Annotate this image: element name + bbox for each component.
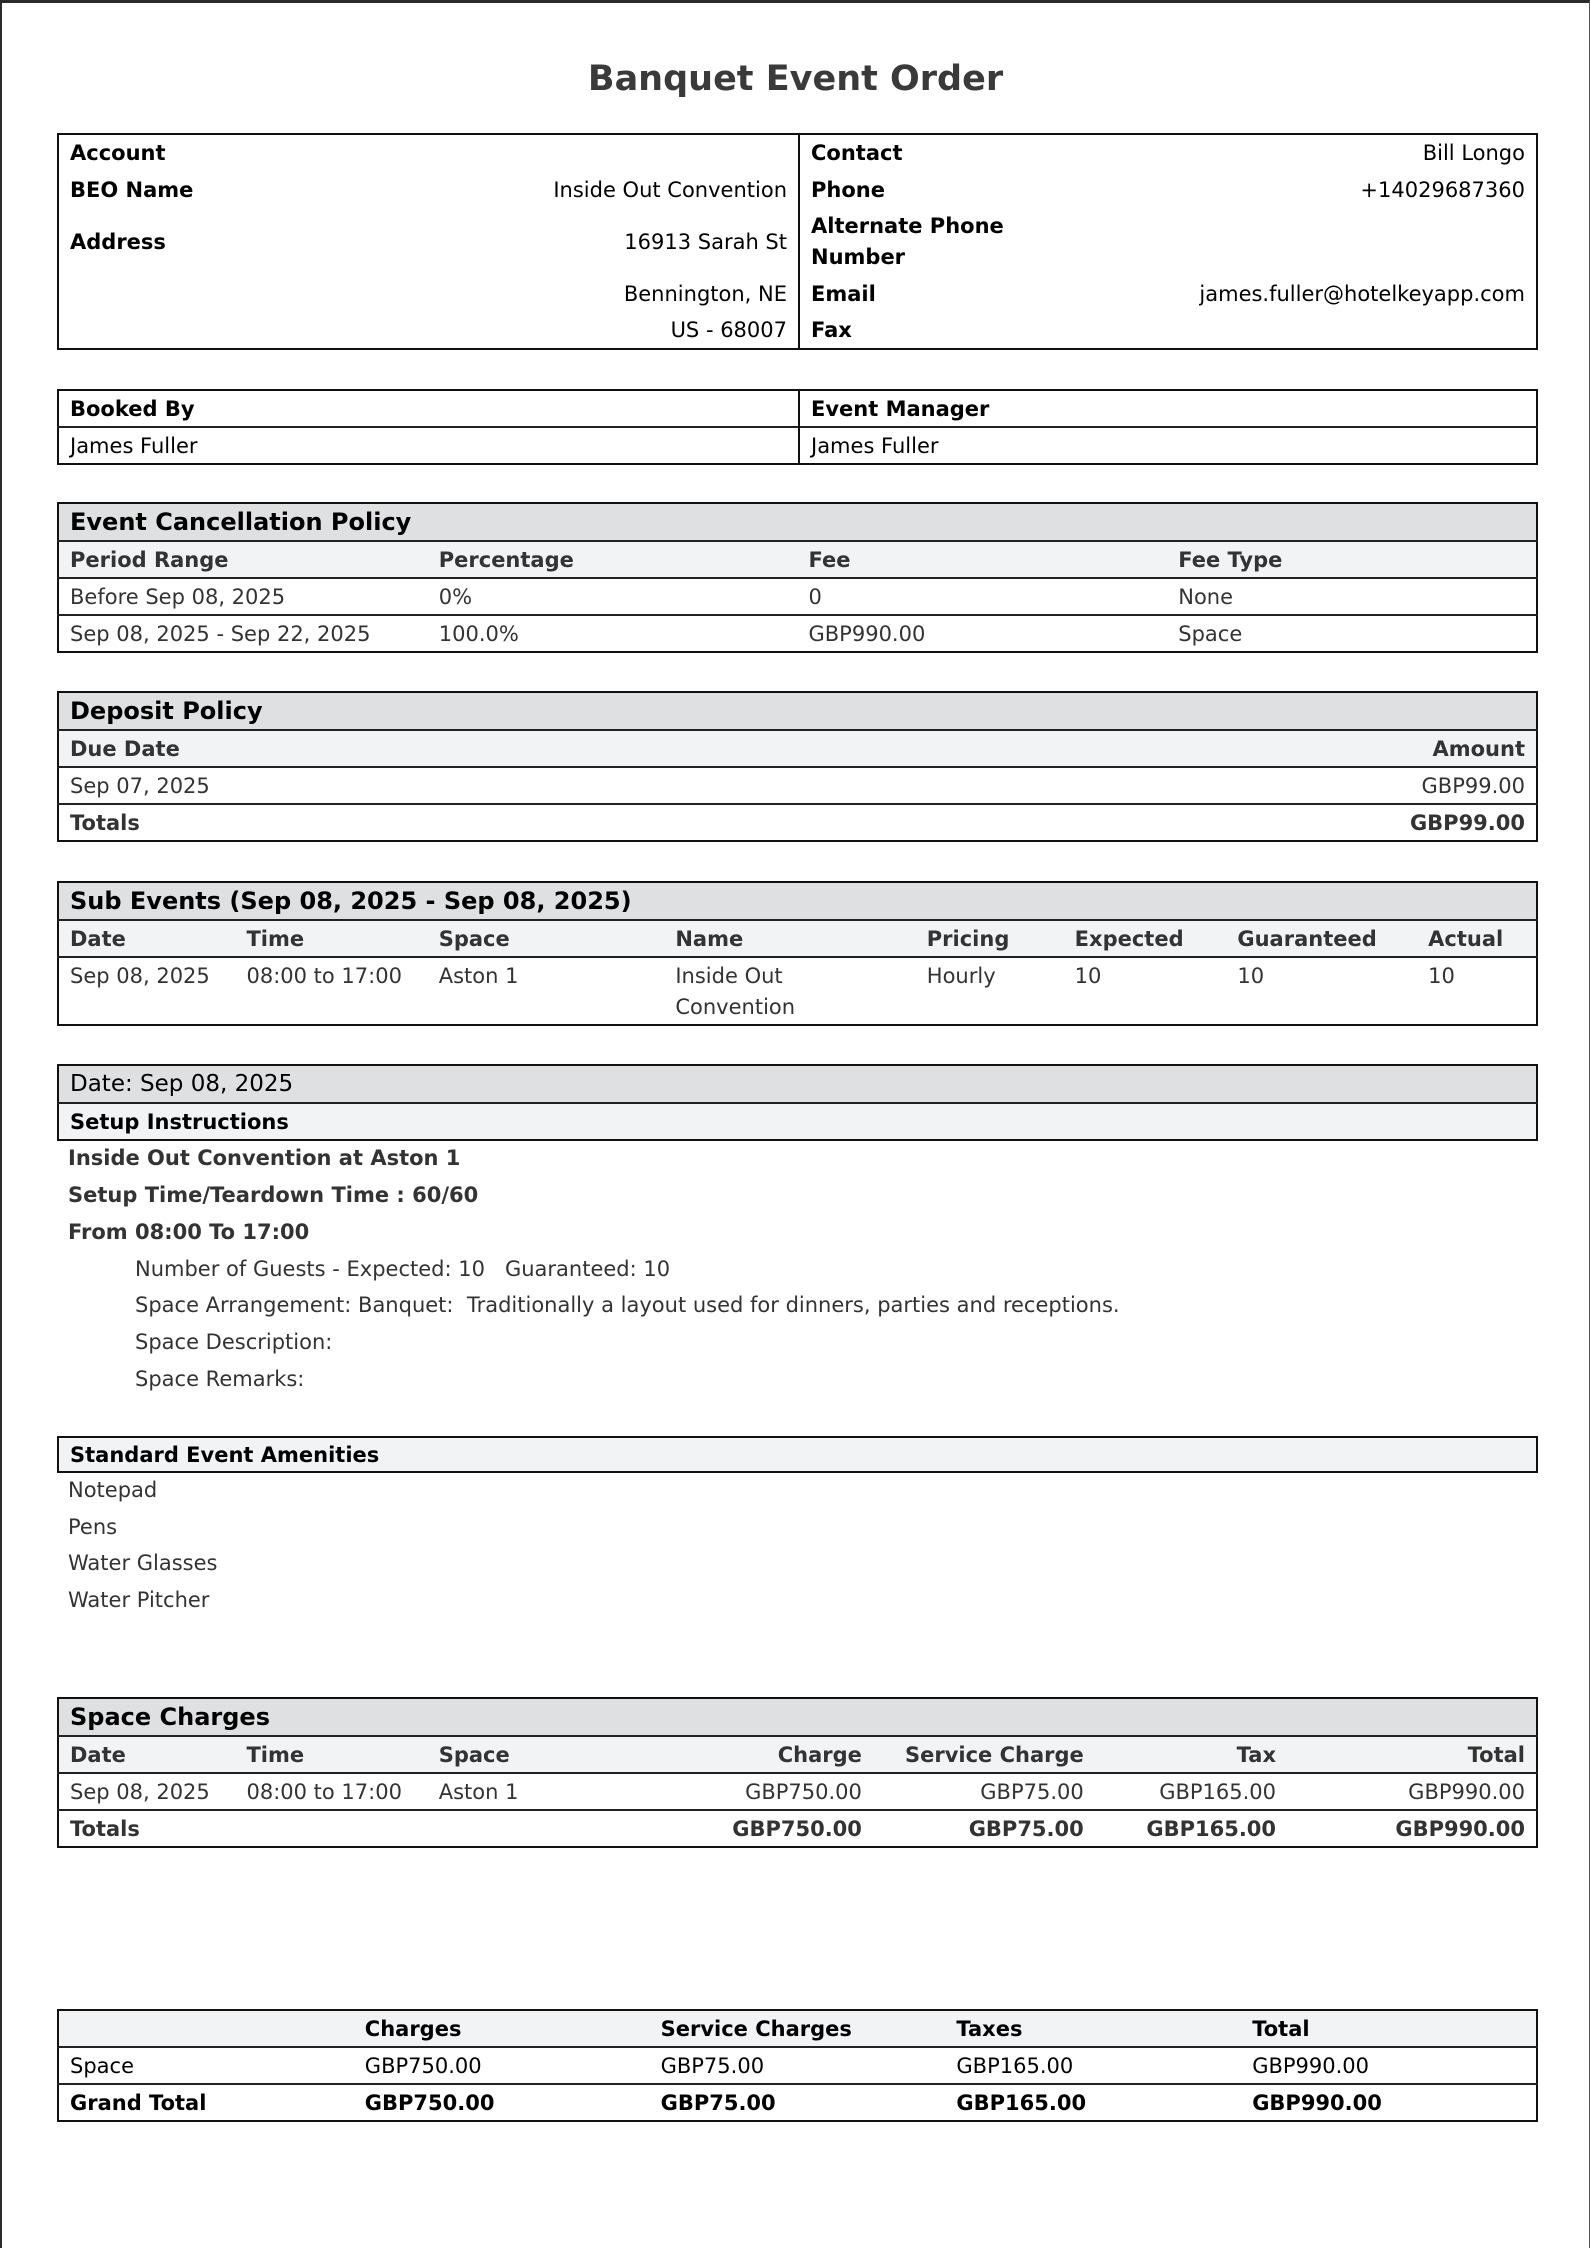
column-header: Expected xyxy=(1064,920,1227,957)
date: Sep 08, 2025 xyxy=(58,957,235,1025)
grand-total-value: GBP990.00 xyxy=(1241,2084,1537,2121)
section-title: Sub Events (Sep 08, 2025 - Sep 08, 2025) xyxy=(58,882,1537,920)
amenities-title: Standard Event Amenities xyxy=(58,1437,1537,1472)
grand-taxes: GBP165.00 xyxy=(945,2084,1241,2121)
period-range: Sep 08, 2025 - Sep 22, 2025 xyxy=(58,615,428,652)
table-row xyxy=(58,615,1537,652)
due-date: Sep 07, 2025 xyxy=(58,767,798,804)
info-row xyxy=(58,171,1537,208)
charge: GBP750.00 xyxy=(697,1773,873,1810)
table-row xyxy=(58,957,1537,1025)
total: GBP990.00 xyxy=(1287,1773,1537,1810)
service-charge-total: GBP75.00 xyxy=(873,1810,1095,1847)
column-header: Name xyxy=(664,920,915,957)
cancellation-policy-table xyxy=(57,502,1538,653)
column-header: Actual xyxy=(1417,920,1537,957)
space: Aston 1 xyxy=(428,957,665,1025)
charge-total: GBP750.00 xyxy=(697,1810,873,1847)
fee: 0 xyxy=(798,578,1168,615)
amount: GBP99.00 xyxy=(798,767,1538,804)
space-charges-table xyxy=(57,1697,1538,1848)
tax: GBP165.00 xyxy=(1095,1773,1287,1810)
event-manager-value: James Fuller xyxy=(799,427,1537,464)
tax-total: GBP165.00 xyxy=(1095,1810,1287,1847)
column-header: Total xyxy=(1287,1736,1537,1773)
column-header: Taxes xyxy=(945,2010,1241,2047)
setup-teardown-time: Setup Time/Teardown Time : 60/60 xyxy=(68,1183,479,1207)
info-row xyxy=(58,275,1537,312)
info-label: Phone xyxy=(811,177,885,202)
info-row xyxy=(58,208,1537,275)
column-header: Guaranteed xyxy=(1226,920,1417,957)
time: 08:00 to 17:00 xyxy=(235,957,427,1025)
section-title: Event Cancellation Policy xyxy=(58,503,1537,541)
table-row xyxy=(58,767,1537,804)
column-header: Total xyxy=(1241,2010,1537,2047)
sub-events-table xyxy=(57,881,1538,1026)
column-header: Charges xyxy=(354,2010,650,2047)
expected: 10 xyxy=(1064,957,1227,1025)
totals-row xyxy=(58,1810,1537,1847)
setup-time-range: From 08:00 To 17:00 xyxy=(68,1220,310,1244)
column-header: Amount xyxy=(798,730,1538,767)
event-manager-label: Event Manager xyxy=(811,396,990,421)
totals-row xyxy=(58,804,1537,841)
section-title: Space Charges xyxy=(58,1698,1537,1736)
empty-cell xyxy=(428,1810,697,1847)
column-header: Percentage xyxy=(428,541,798,578)
grand-charges: GBP750.00 xyxy=(354,2084,650,2121)
column-header: Tax xyxy=(1095,1736,1287,1773)
space-arrangement: Space Arrangement: Banquet: Traditionally a layout used for dinners, parties and receptions. xyxy=(135,1293,1120,1317)
info-label: Fax xyxy=(811,318,852,342)
day-header xyxy=(57,1064,1538,1141)
column-header: Time xyxy=(235,920,427,957)
column-header: Time xyxy=(235,1736,427,1773)
totals-label: Totals xyxy=(58,804,798,841)
column-header: Space xyxy=(428,920,665,957)
info-label xyxy=(58,312,288,349)
day-date: Date: Sep 08, 2025 xyxy=(58,1065,1537,1103)
column-header xyxy=(58,2010,354,2047)
column-header: Fee xyxy=(798,541,1168,578)
totals-value: GBP99.00 xyxy=(798,804,1538,841)
beo-name-value: Inside Out Convention xyxy=(288,171,799,208)
category: Space xyxy=(58,2047,354,2084)
page-title: Banquet Event Order xyxy=(587,59,1004,99)
contact-value: Bill Longo xyxy=(1422,141,1525,165)
booked-by-value: James Fuller xyxy=(58,427,799,464)
info-row xyxy=(58,312,1537,349)
deposit-policy-table xyxy=(57,691,1538,842)
grand-total-label: Grand Total xyxy=(58,2084,354,2121)
amenity-item: Water Glasses xyxy=(68,1551,218,1575)
amenity-item: Notepad xyxy=(68,1478,158,1502)
address-line-3: US - 68007 xyxy=(288,312,799,349)
time: 08:00 to 17:00 xyxy=(235,1773,427,1810)
actual: 10 xyxy=(1417,957,1537,1025)
summary-table xyxy=(57,2009,1538,2122)
space-description: Space Description: xyxy=(135,1330,333,1354)
setup-event-location: Inside Out Convention at Aston 1 xyxy=(68,1146,461,1170)
fee-type: None xyxy=(1167,578,1537,615)
guaranteed: 10 xyxy=(1226,957,1417,1025)
service-charges: GBP75.00 xyxy=(650,2047,946,2084)
column-header: Space xyxy=(428,1736,697,1773)
setup-instructions-title: Setup Instructions xyxy=(58,1103,1537,1140)
service-charge: GBP75.00 xyxy=(873,1773,1095,1810)
email-value[interactable]: james.fuller@hotelkeyapp.com xyxy=(1199,281,1525,306)
column-header: Service Charge xyxy=(873,1736,1095,1773)
column-header: Date xyxy=(58,1736,235,1773)
fee: GBP990.00 xyxy=(798,615,1168,652)
info-label xyxy=(58,275,288,312)
table-row xyxy=(58,1773,1537,1810)
column-header: Date xyxy=(58,920,235,957)
column-header: Fee Type xyxy=(1167,541,1537,578)
address-line-1: 16913 Sarah St xyxy=(288,208,799,275)
event-name: Inside Out Convention xyxy=(664,957,915,1025)
column-header: Pricing xyxy=(916,920,1064,957)
totals-label: Totals xyxy=(58,1810,235,1847)
grand-total: GBP990.00 xyxy=(1287,1810,1537,1847)
period-range: Before Sep 08, 2025 xyxy=(58,578,428,615)
info-label: Contact xyxy=(811,141,903,165)
space: Aston 1 xyxy=(428,1773,697,1810)
account-info-table xyxy=(57,133,1538,350)
booked-by-label: Booked By xyxy=(58,390,799,427)
info-row xyxy=(58,134,1537,171)
pricing: Hourly xyxy=(916,957,1064,1025)
column-header: Due Date xyxy=(58,730,798,767)
space-remarks: Space Remarks: xyxy=(135,1367,305,1391)
alt-phone-value xyxy=(1029,208,1537,275)
section-title: Deposit Policy xyxy=(58,692,1537,730)
info-label: Account xyxy=(70,141,166,165)
amenity-item: Pens xyxy=(68,1515,118,1539)
total: GBP990.00 xyxy=(1241,2047,1537,2084)
info-label: Address xyxy=(70,229,166,254)
column-header: Period Range xyxy=(58,541,428,578)
info-label: Email xyxy=(811,281,876,306)
phone-value: +14029687360 xyxy=(1360,177,1525,202)
fee-type: Space xyxy=(1167,615,1537,652)
address-line-2: Bennington, NE xyxy=(288,275,799,312)
grand-total-row xyxy=(58,2084,1537,2121)
fax-value xyxy=(1029,312,1537,349)
charges: GBP750.00 xyxy=(354,2047,650,2084)
percentage: 0% xyxy=(428,578,798,615)
taxes: GBP165.00 xyxy=(945,2047,1241,2084)
table-row xyxy=(58,578,1537,615)
grand-service-charges: GBP75.00 xyxy=(650,2084,946,2121)
column-header: Service Charges xyxy=(650,2010,946,2047)
table-row xyxy=(58,2047,1537,2084)
info-label: BEO Name xyxy=(70,177,194,202)
date: Sep 08, 2025 xyxy=(58,1773,235,1810)
info-value xyxy=(288,134,799,171)
staff-table xyxy=(57,389,1538,465)
percentage: 100.0% xyxy=(428,615,798,652)
column-header: Charge xyxy=(697,1736,873,1773)
empty-cell xyxy=(235,1810,427,1847)
info-label: Alternate Phone Number xyxy=(811,213,1004,269)
guest-count: Number of Guests - Expected: 10 Guaranteed: 10 xyxy=(135,1257,671,1281)
amenities-header xyxy=(57,1436,1538,1473)
amenity-item: Water Pitcher xyxy=(68,1588,210,1612)
